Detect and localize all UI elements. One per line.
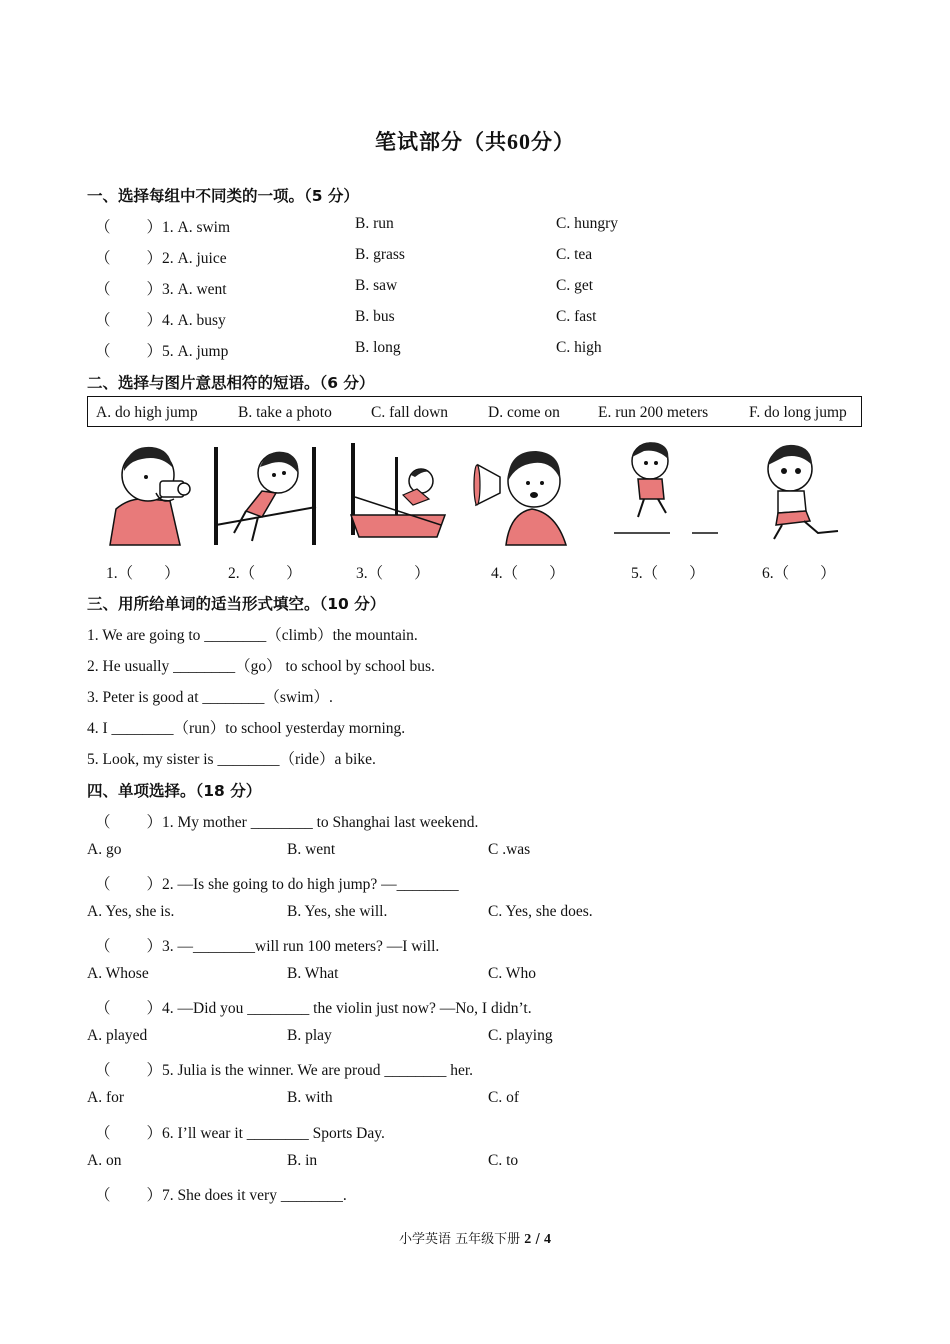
fill-blank-item-4[interactable]: 4. I ________（run）to school yesterday morning. <box>87 720 406 737</box>
picture-answer-6[interactable]: 6.（ ） <box>762 565 836 582</box>
picture-fall-down <box>212 437 322 547</box>
option-b: B. grass <box>355 246 405 263</box>
fill-blank-item-2[interactable]: 2. He usually ________（go） to school by school bus. <box>87 658 435 675</box>
mc-option-c[interactable]: C. Who <box>488 965 536 982</box>
mc-option-b[interactable]: B. Yes, she will. <box>287 903 388 920</box>
mc-question: （ ）6. I’ll wear it ________ Sports Day. <box>95 1125 385 1142</box>
phrase-option-b: B. take a photo <box>238 404 332 421</box>
section-1-heading: 一、选择每组中不同类的一项。（5 分） <box>87 187 359 205</box>
mc-question: （ ）1. My mother ________ to Shanghai last weekend. <box>95 814 479 831</box>
phrase-option-f: F. do long jump <box>749 404 847 421</box>
mc-option-c[interactable]: C. to <box>488 1152 519 1169</box>
picture-answer-5[interactable]: 5.（ ） <box>631 565 705 582</box>
mc-option-a[interactable]: A. on <box>87 1152 122 1169</box>
page-title: 笔试部分（共60分） <box>375 129 575 154</box>
fill-blank-item-1[interactable]: 1. We are going to ________（climb）the mountain. <box>87 627 418 644</box>
option-c: C. tea <box>556 246 593 263</box>
mc-option-b[interactable]: B. in <box>287 1152 318 1169</box>
phrase-option-e: E. run 200 meters <box>598 404 709 421</box>
mc-option-c[interactable]: C .was <box>488 841 531 858</box>
page-footer: 小学英语 五年级下册 2 / 4 <box>399 1232 551 1247</box>
phrase-options-box <box>87 396 862 427</box>
mc-option-a[interactable]: A. played <box>87 1027 148 1044</box>
mc-option-a[interactable]: A. Yes, she is. <box>87 903 175 920</box>
mc-option-b[interactable]: B. went <box>287 841 336 858</box>
mc-option-a[interactable]: A. for <box>87 1089 125 1106</box>
question-row: （ ）5. A. jump <box>95 343 229 360</box>
question-row: （ ）4. A. busy <box>95 312 226 329</box>
picture-answer-1[interactable]: 1.（ ） <box>106 565 180 582</box>
picture-answer-4[interactable]: 4.（ ） <box>491 565 565 582</box>
option-b: B. run <box>355 215 394 232</box>
mc-option-b[interactable]: B. with <box>287 1089 333 1106</box>
mc-option-c[interactable]: C. of <box>488 1089 519 1106</box>
mc-question: （ ）4. —Did you ________ the violin just now? —No, I didn’t. <box>95 1000 532 1017</box>
fill-blank-item-3[interactable]: 3. Peter is good at ________（swim）. <box>87 689 333 706</box>
picture-run-race <box>748 437 858 547</box>
phrase-option-a: A. do high jump <box>96 404 198 421</box>
mc-option-a[interactable]: A. go <box>87 841 122 858</box>
option-c: C. get <box>556 277 594 294</box>
mc-question: （ ）2. —Is she going to do high jump? —________ <box>95 876 459 893</box>
mc-question: （ ）5. Julia is the winner. We are proud ________ her. <box>95 1062 474 1079</box>
mc-question: （ ）3. —________will run 100 meters? —I will. <box>95 938 440 955</box>
picture-long-jump <box>610 437 720 547</box>
option-c: C. high <box>556 339 602 356</box>
mc-option-c[interactable]: C. Yes, she does. <box>488 903 593 920</box>
option-b: B. bus <box>355 308 395 325</box>
picture-come-on <box>470 437 580 547</box>
mc-option-b[interactable]: B. play <box>287 1027 332 1044</box>
question-row: （ ）2. A. juice <box>95 250 227 267</box>
picture-high-jump <box>345 437 455 547</box>
mc-option-a[interactable]: A. Whose <box>87 965 149 982</box>
phrase-option-d: D. come on <box>488 404 560 421</box>
mc-question: （ ）7. She does it very ________. <box>95 1187 347 1204</box>
option-c: C. hungry <box>556 215 618 232</box>
picture-answer-2[interactable]: 2.（ ） <box>228 565 302 582</box>
mc-option-b[interactable]: B. What <box>287 965 339 982</box>
fill-blank-item-5[interactable]: 5. Look, my sister is ________（ride）a bike. <box>87 751 376 768</box>
mc-option-c[interactable]: C. playing <box>488 1027 553 1044</box>
section-3-heading: 三、用所给单词的适当形式填空。（10 分） <box>87 595 386 613</box>
section-2-heading: 二、选择与图片意思相符的短语。（6 分） <box>87 374 375 392</box>
picture-take-photo <box>100 437 210 547</box>
option-c: C. fast <box>556 308 597 325</box>
picture-answer-3[interactable]: 3.（ ） <box>356 565 430 582</box>
option-b: B. long <box>355 339 401 356</box>
question-row: （ ）3. A. went <box>95 281 227 298</box>
section-4-heading: 四、单项选择。（18 分） <box>87 782 262 800</box>
question-row: （ ）1. A. swim <box>95 219 231 236</box>
option-b: B. saw <box>355 277 398 294</box>
phrase-option-c: C. fall down <box>371 404 449 421</box>
